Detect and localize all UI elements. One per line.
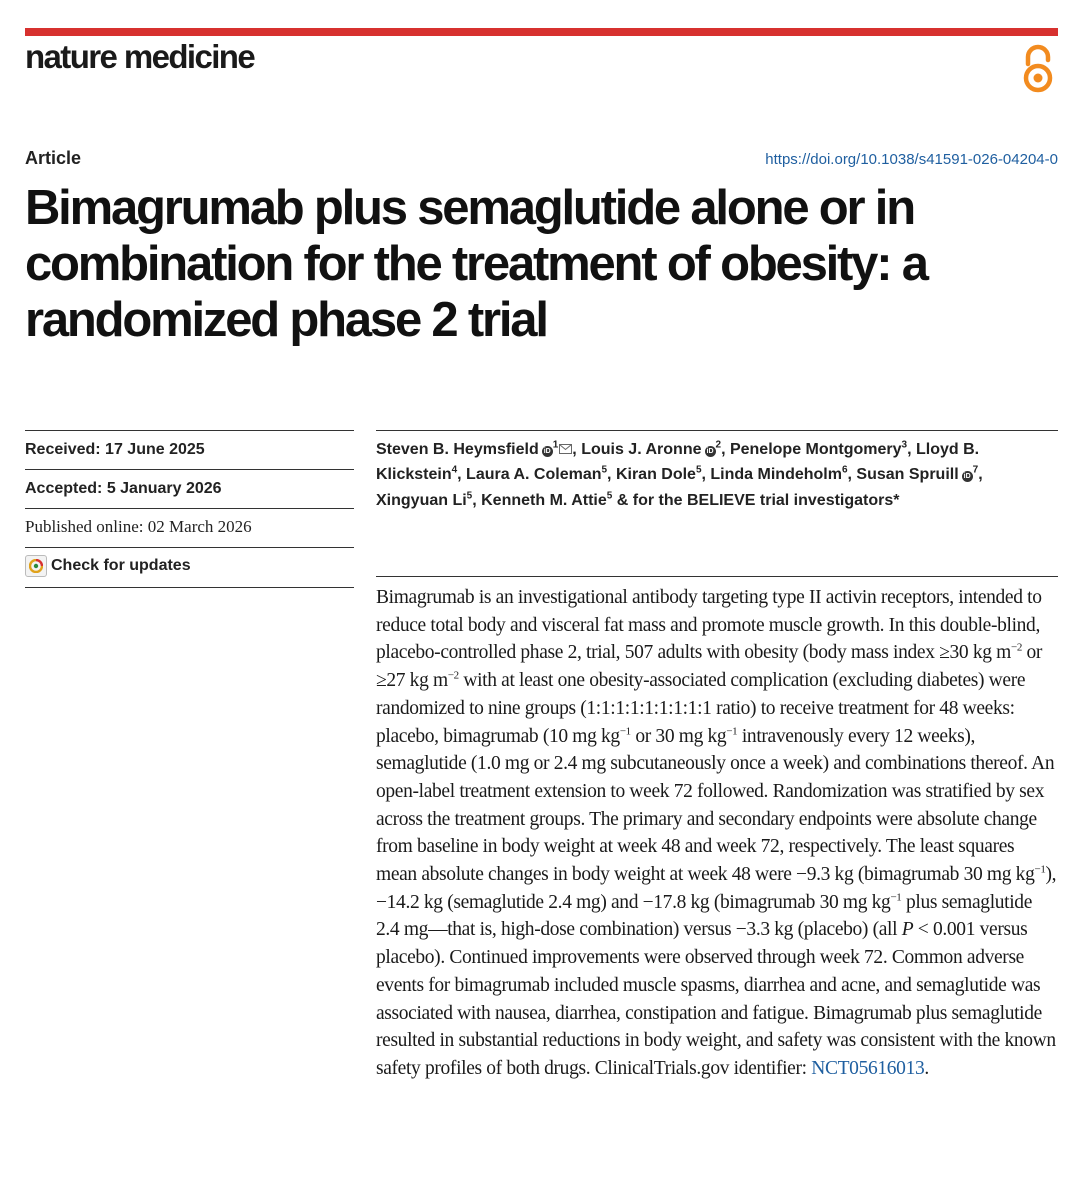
affiliation-number: 7 bbox=[972, 464, 979, 476]
affiliation-number: 4 bbox=[451, 464, 458, 476]
affiliation-number: 5 bbox=[606, 490, 613, 502]
affiliation-number: 1 bbox=[552, 439, 559, 451]
trial-investigators: & for the BELIEVE trial investigators* bbox=[616, 491, 900, 509]
unit-exponent: −1 bbox=[890, 891, 902, 904]
received-label: Received: bbox=[25, 441, 101, 458]
abstract-text: . bbox=[924, 1057, 929, 1079]
orcid-icon[interactable]: iD bbox=[543, 448, 551, 455]
affiliation-number: 6 bbox=[841, 464, 848, 476]
author-list: Steven B. Heymsfield $iD^1$ , Louis J. Aronne $iD^2$, Penelope Montgomery$^3$, Lloyd B. Klickstein$^4$, Laura A. Coleman$^5$, Kiran Dole$^5$, Linda Mindeholm$^6$, Susan Spruill $iD^7$, Xingyuan Li$^5$, Kenneth M. Attie$^5$ & for the BELIEVE trial investigators* bbox=[376, 439, 983, 509]
divider bbox=[376, 430, 1058, 431]
received-value: 17 June 2025 bbox=[105, 441, 205, 458]
check-updates-label: Check for updates bbox=[51, 557, 191, 574]
author-name[interactable]: Laura A. Coleman bbox=[466, 466, 602, 484]
abstract-text: with at least one obesity-associated complication (excluding diabetes) were randomized to nine groups (1:1:1:1:1:1:1:1:1 ratio) to receive treatment for 48 weeks: placebo, bimagrumab (10 mg kg bbox=[376, 670, 1026, 747]
article-title: Bimagrumab plus semaglutide alone or in combination for the treatment of obesity: a randomized phase 2 trial bbox=[25, 181, 927, 347]
author-name[interactable]: Lloyd B. Klickstein bbox=[376, 441, 980, 484]
affiliation-number: 5 bbox=[466, 490, 473, 502]
divider bbox=[25, 547, 354, 548]
author-name[interactable]: Louis J. Aronne bbox=[581, 441, 702, 458]
author-name[interactable]: Steven B. Heymsfield bbox=[376, 441, 539, 458]
unit-exponent: −2 bbox=[1010, 641, 1022, 654]
affiliation-number: 3 bbox=[901, 439, 908, 451]
doi-link[interactable]: https://doi.org/10.1038/s41591-026-04204-0 bbox=[765, 151, 1058, 168]
unit-exponent: −1 bbox=[726, 725, 738, 738]
unit-exponent: −1 bbox=[619, 725, 631, 738]
divider bbox=[25, 508, 354, 509]
abstract-text: intravenously every 12 weeks), semaglutide (1.0 mg or 2.4 mg subcutaneously once a week) and combinations thereof. An open-label treatment extension to week 72 followed. Randomization was stratified by sex across the treatment groups. The primary and secondary endpoints were absolute change from baseline in body weight at week 48 and week 72, respectively. The least squares mean absolute changes in body weight at week 48 were −9.3 kg (bimagrumab 30 mg kg bbox=[376, 725, 1055, 886]
accepted-date bbox=[25, 480, 355, 498]
published-date: Published online: 02 March 2026 bbox=[25, 517, 252, 536]
p-value-symbol: P bbox=[901, 919, 914, 941]
divider bbox=[376, 576, 1058, 577]
unit-exponent: −1 bbox=[1034, 863, 1046, 876]
abstract-text: < 0.001 versus placebo). Continued improvements were observed through week 72. Common adverse events for bimagrumab included muscle spasms, diarrhea and acne, and semaglutide was associated with nausea, diarrhea, constipation and fatigue. Bimagrumab plus semaglutide resulted in substantial reductions in body weight, and safety was consistent with the known safety profiles of both drugs. ClinicalTrials.gov identifier: bbox=[376, 919, 1056, 1079]
article-type-label: Article bbox=[25, 148, 82, 168]
accepted-value: 5 January 2026 bbox=[106, 480, 222, 497]
accepted-label: Accepted: bbox=[25, 480, 103, 497]
affiliation-number: 5 bbox=[695, 464, 702, 476]
email-icon[interactable] bbox=[559, 444, 572, 454]
orcid-icon[interactable]: iD bbox=[706, 448, 714, 455]
divider bbox=[25, 469, 354, 470]
author-name[interactable]: Linda Mindeholm bbox=[710, 466, 842, 484]
orcid-icon[interactable]: iD bbox=[963, 473, 971, 481]
abstract-text: ), −14.2 kg (semaglutide 2.4 mg) and −17.8 kg (bimagrumab 30 mg kg bbox=[376, 864, 1057, 913]
abstract-text: or ≥27 kg m bbox=[376, 642, 1043, 692]
abstract bbox=[376, 584, 1058, 1083]
divider bbox=[25, 430, 354, 431]
check-updates-icon bbox=[25, 555, 47, 577]
unit-exponent: −2 bbox=[447, 669, 459, 682]
affiliation-number: 5 bbox=[601, 464, 608, 476]
abstract-text: or 30 mg kg bbox=[630, 725, 727, 747]
author-name[interactable]: Penelope Montgomery bbox=[729, 441, 902, 458]
abstract-text: plus semaglutide 2.4 mg—that is, high-dose combination) versus −3.3 kg (placebo) (all bbox=[376, 891, 1032, 941]
author-name[interactable]: Xingyuan Li bbox=[376, 491, 467, 509]
author-name[interactable]: Susan Spruill bbox=[856, 466, 959, 484]
trial-registry-link[interactable]: NCT05616013 bbox=[811, 1057, 925, 1079]
affiliation-number: 2 bbox=[715, 439, 722, 451]
check-for-updates-button[interactable] bbox=[25, 555, 191, 577]
abstract-text: Bimagrumab is an investigational antibody targeting type II activin receptors, intended to reduce total body and visceral fat mass and promote muscle growth. In this double-blind, placebo-controlled phase 2, trial, 507 adults with obesity (body mass index ≥30 kg m bbox=[376, 587, 1042, 664]
journal-logo[interactable]: nature medicine bbox=[25, 38, 255, 75]
author-name[interactable]: Kenneth M. Attie bbox=[481, 491, 607, 509]
divider bbox=[25, 587, 354, 588]
journal-accent-bar bbox=[25, 28, 1058, 36]
open-access-icon bbox=[1020, 44, 1056, 94]
received-date bbox=[25, 441, 355, 459]
author-name[interactable]: Kiran Dole bbox=[615, 466, 696, 484]
